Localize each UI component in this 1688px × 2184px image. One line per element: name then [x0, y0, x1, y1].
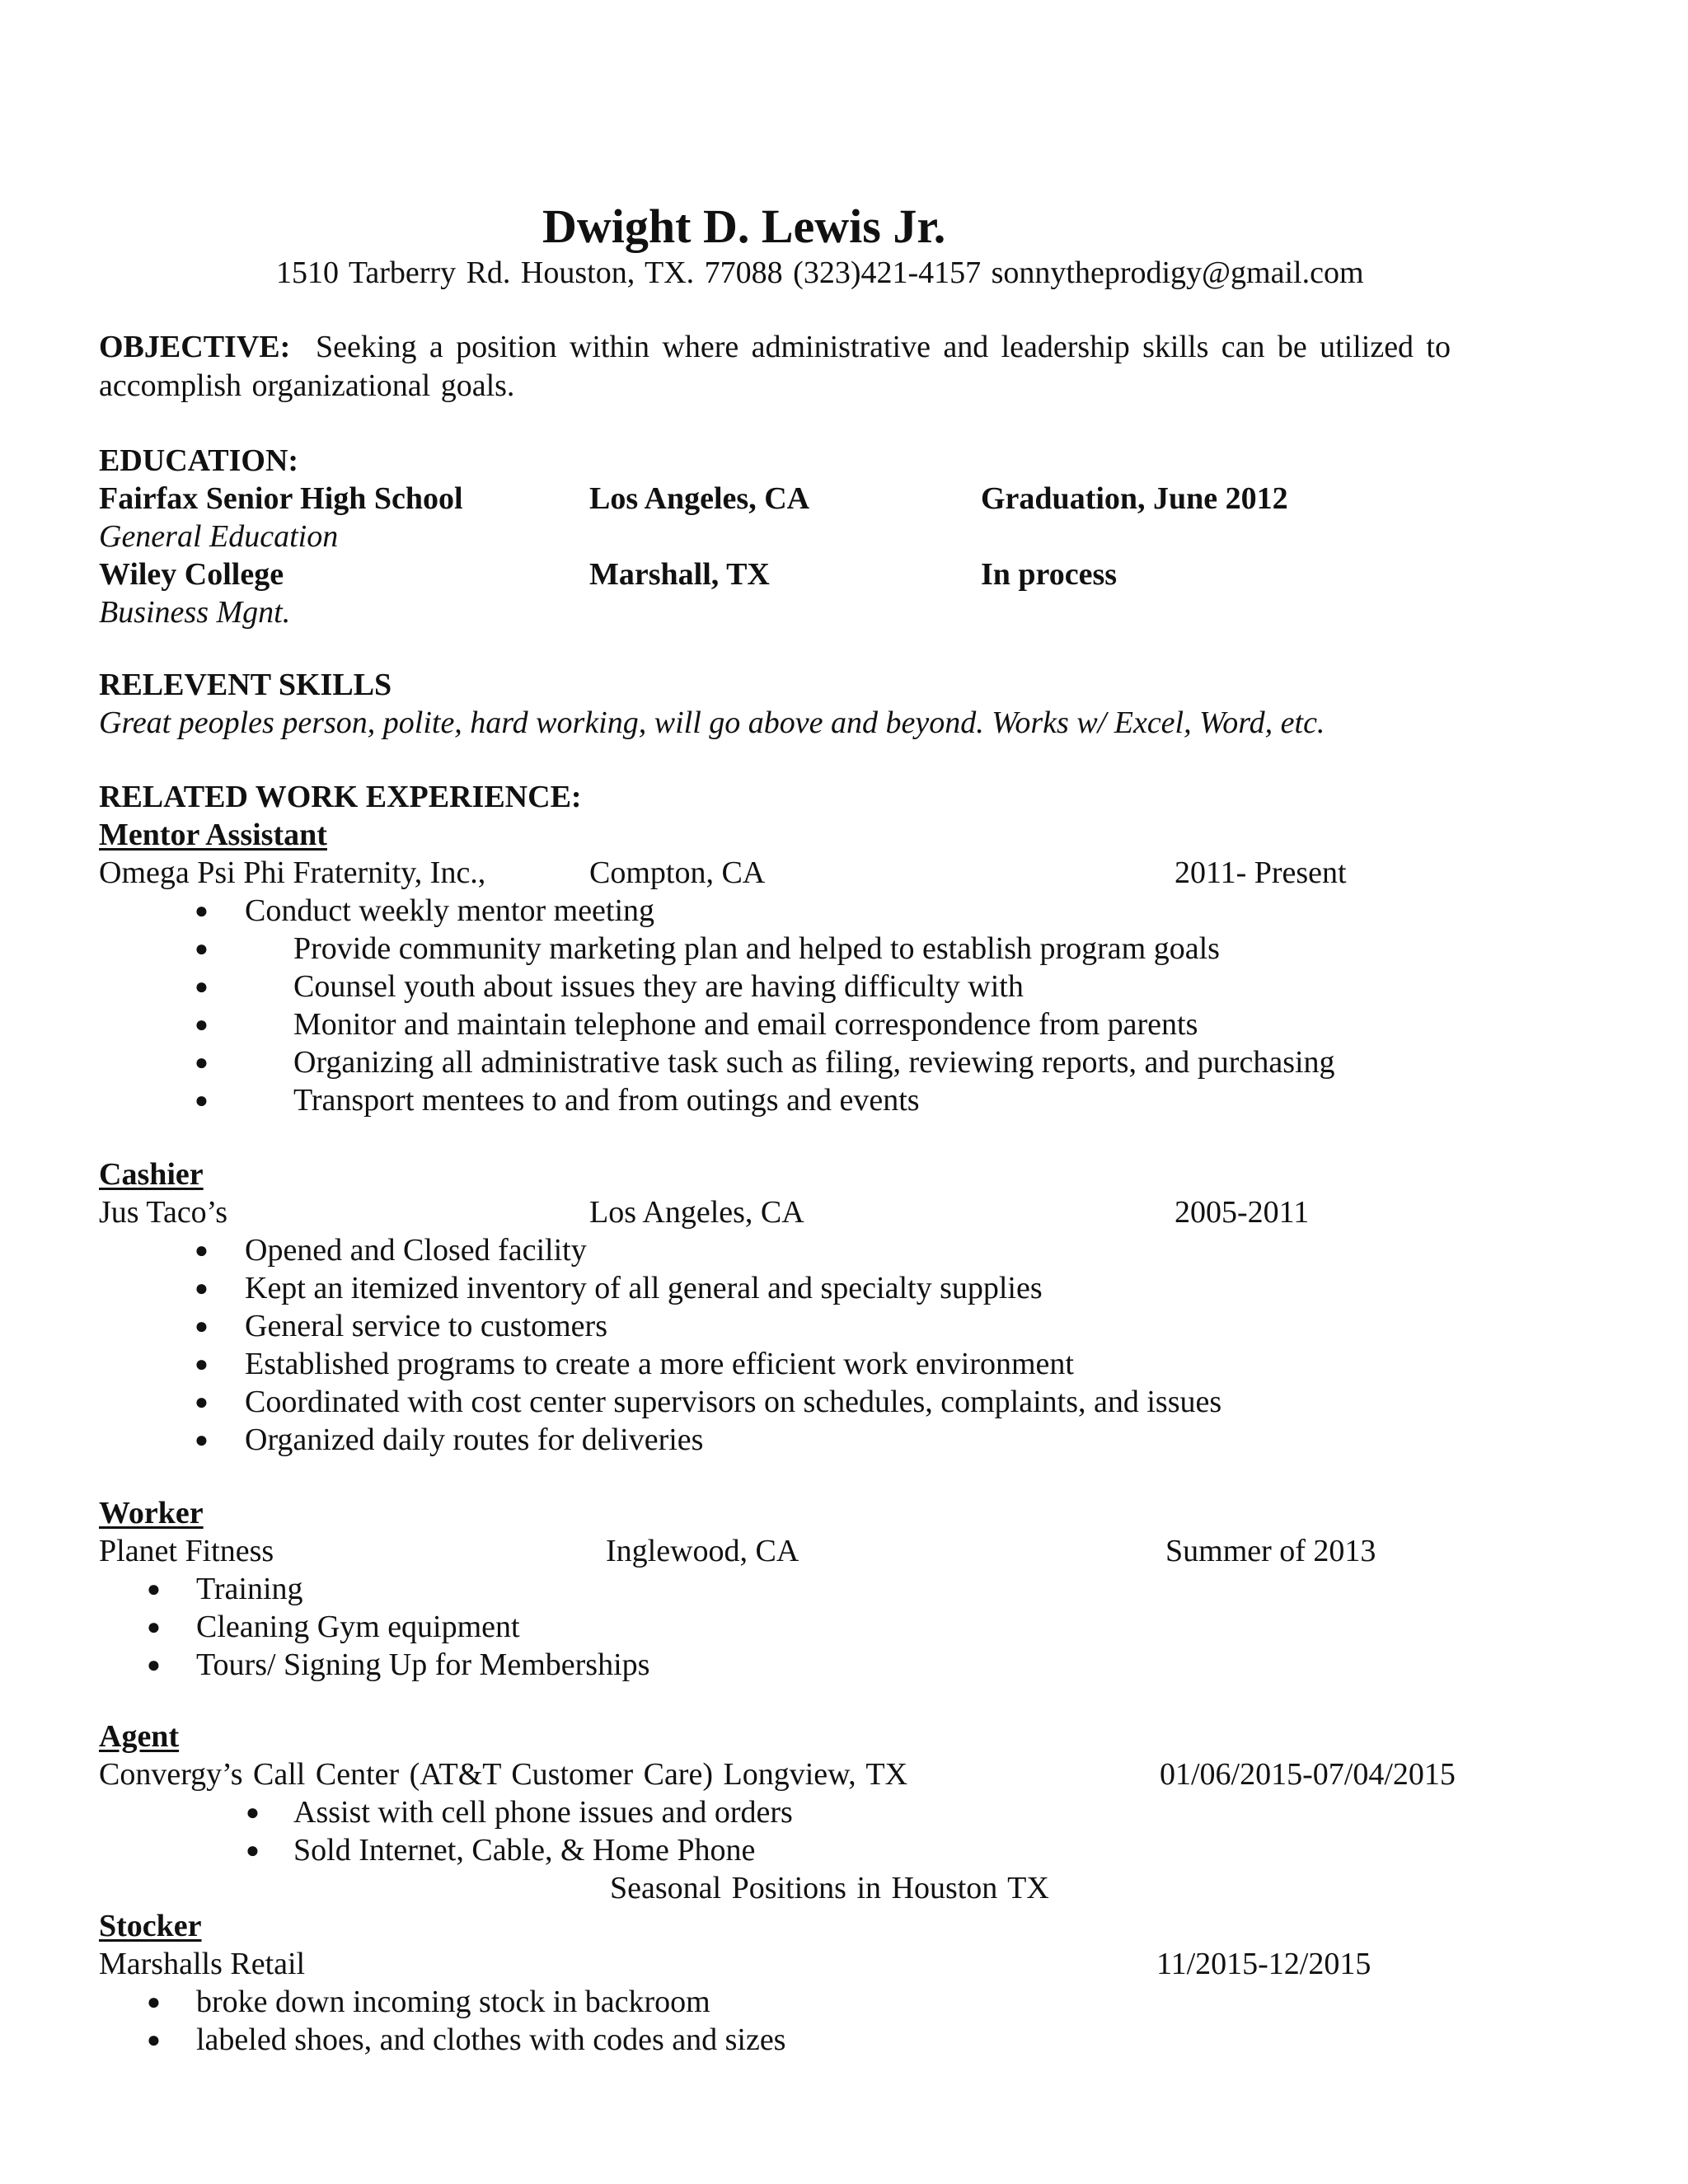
job-dates: 01/06/2015-07/04/2015: [1160, 1757, 1456, 1792]
job-bullet: General service to customers: [245, 1309, 607, 1343]
job-location: Inglewood, CA: [606, 1534, 799, 1568]
bullet-icon: ●: [147, 1652, 161, 1678]
job-location: Los Angeles, CA: [589, 1195, 804, 1230]
bullet-icon: ●: [147, 2027, 161, 2053]
bullet-icon: ●: [195, 1314, 209, 1339]
education-location: Marshall, TX: [589, 557, 770, 592]
job-bullet: labeled shoes, and clothes with codes and sizes: [196, 2022, 786, 2057]
job-bullet: broke down incoming stock in backroom: [196, 1985, 710, 2019]
bullet-icon: ●: [147, 1990, 161, 2015]
job-title: Cashier: [99, 1157, 204, 1192]
job-bullet: Cleaning Gym equipment: [196, 1610, 520, 1644]
job-employer: Jus Taco’s: [99, 1195, 228, 1230]
job-bullet: Organized daily routes for deliveries: [245, 1422, 704, 1457]
job-dates: 2005-2011: [1175, 1195, 1310, 1230]
seasonal-note: Seasonal Positions in Houston TX: [610, 1871, 1049, 1905]
job-bullet: Kept an itemized inventory of all general and specialty supplies: [245, 1271, 1043, 1305]
job-bullet: Opened and Closed facility: [245, 1233, 587, 1268]
job-bullet: Assist with cell phone issues and orders: [293, 1795, 793, 1830]
bullet-icon: ●: [246, 1800, 260, 1825]
bullet-icon: ●: [195, 1390, 209, 1415]
job-bullet: Coordinated with cost center supervisors on schedules, complaints, and issues: [245, 1385, 1222, 1419]
contact-line: 1510 Tarberry Rd. Houston, TX. 77088 (323)421-4157 sonnytheprodigy@gmail.com: [276, 255, 1364, 290]
job-bullet: Organizing all administrative task such as filing, reviewing reports, and purchasing: [293, 1045, 1335, 1080]
objective-label: OBJECTIVE:: [99, 330, 291, 364]
education-status: In process: [981, 557, 1118, 592]
skills-heading: RELEVENT SKILLS: [99, 668, 392, 702]
job-bullet: Monitor and maintain telephone and email correspondence from parents: [293, 1007, 1198, 1042]
bullet-icon: ●: [147, 1577, 161, 1602]
job-dates: Summer of 2013: [1165, 1534, 1376, 1568]
bullet-icon: ●: [195, 1050, 209, 1076]
bullet-icon: ●: [195, 974, 209, 1000]
job-title: Worker: [99, 1496, 204, 1530]
education-school: Fairfax Senior High School: [99, 481, 463, 516]
education-program: General Education: [99, 519, 339, 554]
job-employer: Omega Psi Phi Fraternity, Inc.,: [99, 855, 486, 890]
experience-heading: RELATED WORK EXPERIENCE:: [99, 780, 582, 814]
job-employer: Planet Fitness: [99, 1534, 274, 1568]
bullet-icon: ●: [195, 1276, 209, 1301]
bullet-icon: ●: [195, 1088, 209, 1113]
bullet-icon: ●: [246, 1838, 260, 1863]
job-bullet: Training: [196, 1572, 303, 1606]
bullet-icon: ●: [195, 1352, 209, 1377]
education-program: Business Mgnt.: [99, 595, 291, 630]
job-title: Mentor Assistant: [99, 818, 327, 852]
job-bullet: Provide community marketing plan and helped to establish program goals: [293, 931, 1220, 966]
job-title: Stocker: [99, 1909, 202, 1943]
job-dates: 2011- Present: [1175, 855, 1347, 890]
resume-name: Dwight D. Lewis Jr.: [542, 199, 946, 253]
job-bullet: Counsel youth about issues they are having difficulty with: [293, 969, 1024, 1004]
job-title: Agent: [99, 1719, 180, 1754]
education-status: Graduation, June 2012: [981, 481, 1288, 516]
job-bullet: Conduct weekly mentor meeting: [245, 893, 655, 928]
bullet-icon: ●: [195, 1238, 209, 1263]
job-employer: Marshalls Retail: [99, 1947, 306, 1981]
job-dates: 11/2015-12/2015: [1156, 1947, 1372, 1981]
job-bullet: Transport mentees to and from outings and events: [293, 1083, 920, 1118]
objective-text: Seeking a position within where administrative and leadership skills can be utilized to accomplish organizational goals.: [99, 330, 1451, 403]
bullet-icon: ●: [195, 1012, 209, 1038]
bullet-icon: ●: [147, 1615, 161, 1640]
job-location: Compton, CA: [589, 855, 766, 890]
job-bullet: Sold Internet, Cable, & Home Phone: [293, 1833, 756, 1868]
education-location: Los Angeles, CA: [589, 481, 810, 516]
education-school: Wiley College: [99, 557, 284, 592]
job-employer: Convergy’s Call Center (AT&T Customer Care) Longview, TX: [99, 1757, 908, 1792]
bullet-icon: ●: [195, 898, 209, 924]
bullet-icon: ●: [195, 936, 209, 962]
education-heading: EDUCATION:: [99, 443, 299, 478]
job-bullet: Established programs to create a more efficient work environment: [245, 1347, 1074, 1381]
bullet-icon: ●: [195, 1427, 209, 1453]
job-bullet: Tours/ Signing Up for Memberships: [196, 1647, 650, 1682]
objective-section: [99, 328, 1451, 405]
skills-text: Great peoples person, polite, hard working, will go above and beyond. Works w/ Excel, Word, etc.: [99, 705, 1325, 740]
